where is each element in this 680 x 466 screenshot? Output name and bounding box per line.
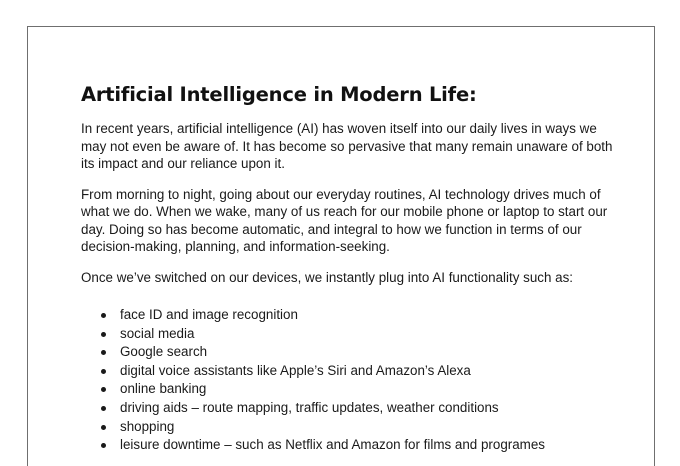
list-item [81,436,621,455]
list-item-text: shopping [120,418,175,434]
list-item-text: social media [120,325,195,341]
list-item [81,343,621,362]
paragraph-intro: In recent years, artificial intelligence (AI) has woven itself into our daily lives in ways we may not even be aware of. It has become so pervasive that many remain unaware of both its impact and our reliance upon it. [81,121,613,171]
ai-functionality-list [81,306,621,455]
bullet-icon [101,313,106,318]
document-heading: Artificial Intelligence in Modern Life: [81,83,477,106]
document-body [81,83,621,455]
list-item [81,418,621,437]
list-item-text: online banking [120,381,207,397]
list-item [81,380,621,399]
bullet-icon [101,406,106,411]
list-item [81,306,621,325]
list-item [81,362,621,381]
bullet-icon [101,332,106,337]
list-item-text: leisure downtime – such as Netflix and Amazon for films and programes [120,437,545,453]
document-page [27,26,655,466]
bullet-icon [101,387,106,392]
list-item [81,325,621,344]
list-item [81,399,621,418]
bullet-icon [101,369,106,374]
list-item-text: driving aids – route mapping, traffic updates, weather conditions [120,399,499,415]
paragraph-daily-routine: From morning to night, going about our everyday routines, AI technology drives much of what we do. When we wake, many of us reach for our mobile phone or laptop to start our day. Doing so has become automatic, and integral to how we function in terms of our decision-making, planning, and information-seeking. [81,186,608,254]
list-item-text: face ID and image recognition [120,307,298,322]
list-item-text: digital voice assistants like Apple’s Siri and Amazon’s Alexa [120,362,471,378]
bullet-icon [101,425,106,430]
bullet-icon [101,443,106,448]
paragraph-list-lead-in: Once we’ve switched on our devices, we instantly plug into AI functionality such as: [81,269,573,285]
bullet-icon [101,350,106,355]
list-item-text: Google search [120,344,208,360]
